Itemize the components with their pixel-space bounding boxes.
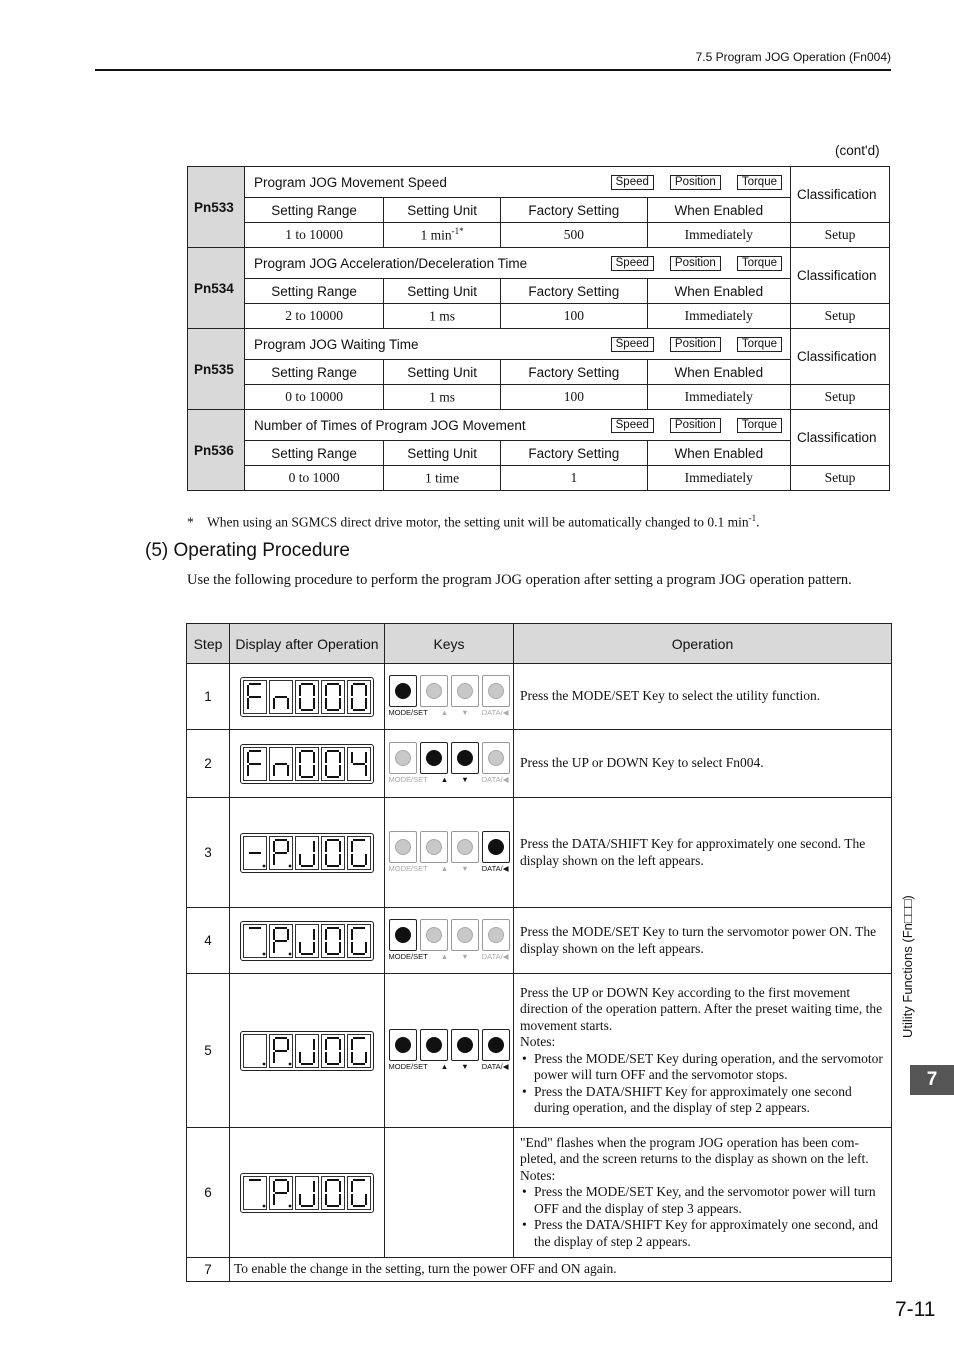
key-data-icon xyxy=(488,1037,504,1053)
notes-list xyxy=(520,1184,885,1250)
key-up xyxy=(420,1029,448,1061)
step-number: 1 xyxy=(187,664,230,730)
procedure-table xyxy=(186,623,892,1282)
param-title: Program JOG Movement Speed xyxy=(254,174,447,190)
tag-position: Position xyxy=(670,175,721,190)
key-down xyxy=(451,742,479,774)
step-number: 5 xyxy=(187,974,230,1128)
panel-keys xyxy=(389,1029,510,1071)
val-factory: 100 xyxy=(501,385,648,410)
hdr-enabled: When Enabled xyxy=(647,198,790,223)
hdr-range: Setting Range xyxy=(245,360,384,385)
seven-seg-display xyxy=(240,833,374,873)
key-data-icon xyxy=(488,927,504,943)
hdr-unit: Setting Unit xyxy=(384,198,501,223)
key-mode xyxy=(389,675,417,707)
section-intro: Use the following procedure to perform the program JOG operation after setting a program JOG operation pattern. xyxy=(187,572,852,588)
step-operation xyxy=(514,730,892,798)
key-down xyxy=(451,919,479,951)
footnote-mark: * xyxy=(187,514,194,530)
val-range: 2 to 10000 xyxy=(245,304,384,329)
step-display xyxy=(230,1128,385,1258)
seg-digit xyxy=(295,1176,319,1210)
step-number: 6 xyxy=(187,1128,230,1258)
unit-sup: -1* xyxy=(451,226,464,237)
key-data-label: DATA/◀ xyxy=(481,951,509,961)
notes-label: Notes: xyxy=(520,1167,556,1183)
step-operation xyxy=(514,798,892,908)
step-keys xyxy=(385,798,514,908)
key-mode xyxy=(389,1029,417,1061)
hdr-enabled: When Enabled xyxy=(647,279,790,304)
key-mode-icon xyxy=(395,927,411,943)
val-cls: Setup xyxy=(791,304,890,329)
param-title-cell xyxy=(245,410,791,441)
val-unit xyxy=(384,304,501,329)
seg-digit xyxy=(269,924,293,958)
step-operation: To enable the change in the setting, turn the power OFF and ON again. xyxy=(230,1258,892,1282)
page-number: 7-11 xyxy=(895,1298,936,1321)
side-label-text: Utility Functions (Fn□□□) xyxy=(900,895,915,1038)
param-cls-header: Classification xyxy=(791,248,890,304)
step-display xyxy=(230,664,385,730)
key-up-label: ▲ xyxy=(440,774,449,784)
key-down-label: ▼ xyxy=(461,774,469,784)
note-item: • Press the DATA/SHIFT Key for approximately one second during operation, and the display of step 2 appears. xyxy=(534,1084,885,1117)
key-up-label: ▲ xyxy=(440,863,449,873)
key-mode xyxy=(389,831,417,863)
key-data-label: DATA/◀ xyxy=(481,1061,509,1071)
key-down-label: ▼ xyxy=(461,951,469,961)
key-up-icon xyxy=(426,683,442,699)
hdr-unit: Setting Unit xyxy=(384,360,501,385)
step-op-text: Press the UP or DOWN Key to select Fn004. xyxy=(520,755,764,771)
step-op-text: Press the MODE/SET Key to select the utility function. xyxy=(520,688,821,704)
hdr-enabled: When Enabled xyxy=(647,360,790,385)
hdr-range: Setting Range xyxy=(245,441,384,466)
key-up-icon xyxy=(426,839,442,855)
seg-digit xyxy=(347,747,371,781)
param-cls-header: Classification xyxy=(791,167,890,223)
val-range: 0 to 10000 xyxy=(245,385,384,410)
key-mode xyxy=(389,742,417,774)
step-op-text: "End" flashes when the program JOG operation has been com-pleted, and the screen returns to the display as shown on the left. xyxy=(520,1134,869,1167)
unit-text: 1 min xyxy=(420,227,452,243)
step-keys xyxy=(385,908,514,974)
key-data-label: DATA/◀ xyxy=(481,863,509,873)
step-operation xyxy=(514,974,892,1128)
seg-digit xyxy=(347,836,371,870)
key-up-icon xyxy=(426,927,442,943)
chapter-tab: 7 xyxy=(910,1065,954,1095)
col-keys: Keys xyxy=(385,624,514,664)
unit-text: 1 ms xyxy=(429,308,456,324)
notes-list xyxy=(520,1051,885,1117)
key-down-label: ▼ xyxy=(461,863,469,873)
seg-digit xyxy=(243,1176,267,1210)
step-operation xyxy=(514,908,892,974)
chapter-side-label xyxy=(900,870,926,1040)
key-mode-icon xyxy=(395,750,411,766)
val-enabled: Immediately xyxy=(647,304,790,329)
key-mode-label: MODE/SET xyxy=(388,707,428,717)
step-op-text: Press the UP or DOWN Key according to the first movement direction of the operation pattern. After the preset waiting time, the movement starts. xyxy=(520,984,883,1033)
notes-label: Notes: xyxy=(520,1034,556,1049)
seg-digit xyxy=(269,747,293,781)
footnote xyxy=(187,513,760,531)
step-number: 4 xyxy=(187,908,230,974)
step-operation xyxy=(514,664,892,730)
hdr-unit: Setting Unit xyxy=(384,279,501,304)
note-item: • Press the MODE/SET Key during operation, and the servomotor power will turn OFF and the servomotor stops. xyxy=(534,1051,885,1084)
seven-seg-display xyxy=(240,1173,374,1213)
seven-seg-display xyxy=(240,744,374,784)
val-factory: 100 xyxy=(501,304,648,329)
seg-digit xyxy=(321,1034,345,1068)
hdr-unit: Setting Unit xyxy=(384,441,501,466)
key-up xyxy=(420,919,448,951)
seven-seg-display xyxy=(240,677,374,717)
tag-speed: Speed xyxy=(611,418,654,433)
val-cls: Setup xyxy=(791,223,890,248)
param-title: Program JOG Waiting Time xyxy=(254,336,419,352)
seg-digit xyxy=(321,1176,345,1210)
seg-digit xyxy=(321,924,345,958)
step-display xyxy=(230,730,385,798)
param-mode-tags xyxy=(611,175,782,190)
key-down xyxy=(451,675,479,707)
unit-text: 1 ms xyxy=(429,389,456,405)
hdr-factory: Factory Setting xyxy=(501,198,648,223)
key-up-icon xyxy=(426,750,442,766)
panel-keys xyxy=(389,675,510,717)
seg-digit xyxy=(269,680,293,714)
key-data xyxy=(482,919,510,951)
key-down-icon xyxy=(457,1037,473,1053)
val-cls: Setup xyxy=(791,466,890,491)
key-mode-label: MODE/SET xyxy=(388,951,428,961)
step-display xyxy=(230,908,385,974)
key-data xyxy=(482,742,510,774)
hdr-range: Setting Range xyxy=(245,279,384,304)
col-display: Display after Operation xyxy=(230,624,385,664)
hdr-factory: Factory Setting xyxy=(501,279,648,304)
seg-digit xyxy=(295,747,319,781)
key-mode xyxy=(389,919,417,951)
key-data-icon xyxy=(488,750,504,766)
param-title-cell xyxy=(245,329,791,360)
val-factory: 500 xyxy=(501,223,648,248)
key-mode-icon xyxy=(395,839,411,855)
parameter-table xyxy=(187,166,890,491)
unit-text: 1 time xyxy=(425,470,460,486)
tag-torque: Torque xyxy=(737,175,782,190)
seg-digit xyxy=(347,1034,371,1068)
key-up xyxy=(420,742,448,774)
param-title: Program JOG Acceleration/Deceleration Time xyxy=(254,255,528,271)
step-op-text: Press the DATA/SHIFT Key for approximately one second. The display shown on the left appears. xyxy=(520,836,866,868)
param-number: Pn535 xyxy=(188,329,245,410)
seven-seg-display xyxy=(240,1031,374,1071)
tag-position: Position xyxy=(670,256,721,271)
key-up-icon xyxy=(426,1037,442,1053)
seg-digit xyxy=(295,1034,319,1068)
key-data-label: DATA/◀ xyxy=(481,774,509,784)
panel-keys xyxy=(389,919,510,961)
param-title: Number of Times of Program JOG Movement xyxy=(254,417,526,433)
seg-digit xyxy=(243,747,267,781)
hdr-factory: Factory Setting xyxy=(501,360,648,385)
col-operation: Operation xyxy=(514,624,892,664)
panel-keys xyxy=(389,831,510,873)
header-rule xyxy=(95,69,891,71)
param-mode-tags xyxy=(611,418,782,433)
key-mode-label: MODE/SET xyxy=(388,774,428,784)
key-up-label: ▲ xyxy=(440,707,449,717)
col-step: Step xyxy=(187,624,230,664)
footnote-text: When using an SGMCS direct drive motor, the setting unit will be automatically changed to 0.1 min xyxy=(207,514,749,530)
tag-speed: Speed xyxy=(611,175,654,190)
param-number: Pn534 xyxy=(188,248,245,329)
step-operation xyxy=(514,1128,892,1258)
key-data-icon xyxy=(488,839,504,855)
seg-digit xyxy=(295,680,319,714)
panel-keys xyxy=(389,742,510,784)
key-up xyxy=(420,675,448,707)
seg-digit xyxy=(269,1034,293,1068)
val-range: 1 to 10000 xyxy=(245,223,384,248)
key-down-icon xyxy=(457,683,473,699)
seg-digit xyxy=(243,680,267,714)
seg-digit xyxy=(269,1176,293,1210)
section-title: (5) Operating Procedure xyxy=(145,540,350,561)
key-data-icon xyxy=(488,683,504,699)
val-factory: 1 xyxy=(501,466,648,491)
step-op-text: Press the MODE/SET Key to turn the servomotor power ON. The display shown on the left appears. xyxy=(520,924,877,956)
val-enabled: Immediately xyxy=(647,385,790,410)
step-number: 7 xyxy=(187,1258,230,1282)
seg-digit xyxy=(269,836,293,870)
key-down-label: ▼ xyxy=(461,707,469,717)
key-mode-icon xyxy=(395,683,411,699)
param-number: Pn536 xyxy=(188,410,245,491)
note-item: • Press the MODE/SET Key, and the servomotor power will turn OFF and the display of step 3 appears. xyxy=(534,1184,885,1217)
step-display xyxy=(230,974,385,1128)
key-data-label: DATA/◀ xyxy=(481,707,509,717)
key-up-label: ▲ xyxy=(440,1061,449,1071)
seg-digit xyxy=(321,836,345,870)
seg-digit xyxy=(347,680,371,714)
seg-digit xyxy=(243,1034,267,1068)
param-mode-tags xyxy=(611,337,782,352)
footnote-sup: -1 xyxy=(748,513,757,523)
key-mode-label: MODE/SET xyxy=(388,1061,428,1071)
seg-digit xyxy=(243,924,267,958)
param-title-cell xyxy=(245,248,791,279)
step-keys xyxy=(385,730,514,798)
param-cls-header: Classification xyxy=(791,410,890,466)
tag-speed: Speed xyxy=(611,256,654,271)
seg-digit xyxy=(347,1176,371,1210)
step-keys xyxy=(385,664,514,730)
key-data xyxy=(482,831,510,863)
seven-seg-display xyxy=(240,921,374,961)
key-down-icon xyxy=(457,839,473,855)
tag-position: Position xyxy=(670,337,721,352)
key-up-label: ▲ xyxy=(440,951,449,961)
running-header: 7.5 Program JOG Operation (Fn004) xyxy=(695,50,891,64)
key-down xyxy=(451,831,479,863)
key-down xyxy=(451,1029,479,1061)
seg-digit xyxy=(295,836,319,870)
tag-torque: Torque xyxy=(737,256,782,271)
seg-digit xyxy=(321,747,345,781)
val-enabled: Immediately xyxy=(647,466,790,491)
param-cls-header: Classification xyxy=(791,329,890,385)
key-down-icon xyxy=(457,927,473,943)
val-cls: Setup xyxy=(791,385,890,410)
seg-digit xyxy=(243,836,267,870)
hdr-enabled: When Enabled xyxy=(647,441,790,466)
step-keys xyxy=(385,974,514,1128)
hdr-range: Setting Range xyxy=(245,198,384,223)
key-down-label: ▼ xyxy=(461,1061,469,1071)
key-mode-icon xyxy=(395,1037,411,1053)
tag-position: Position xyxy=(670,418,721,433)
seg-digit xyxy=(347,924,371,958)
step-number: 2 xyxy=(187,730,230,798)
val-unit xyxy=(384,385,501,410)
key-data xyxy=(482,1029,510,1061)
step-number: 3 xyxy=(187,798,230,908)
tag-speed: Speed xyxy=(611,337,654,352)
val-enabled: Immediately xyxy=(647,223,790,248)
key-data xyxy=(482,675,510,707)
step-keys xyxy=(385,1128,514,1258)
seg-digit xyxy=(295,924,319,958)
key-down-icon xyxy=(457,750,473,766)
val-unit xyxy=(384,223,501,248)
tag-torque: Torque xyxy=(737,418,782,433)
key-up xyxy=(420,831,448,863)
hdr-factory: Factory Setting xyxy=(501,441,648,466)
val-unit xyxy=(384,466,501,491)
param-title-cell xyxy=(245,167,791,198)
key-mode-label: MODE/SET xyxy=(388,863,428,873)
val-range: 0 to 1000 xyxy=(245,466,384,491)
param-mode-tags xyxy=(611,256,782,271)
param-number: Pn533 xyxy=(188,167,245,248)
step-display xyxy=(230,798,385,908)
footnote-end: . xyxy=(756,514,760,530)
note-item: • Press the DATA/SHIFT Key for approximately one second, and the display of step 2 appears. xyxy=(534,1217,885,1250)
seg-digit xyxy=(321,680,345,714)
tag-torque: Torque xyxy=(737,337,782,352)
contd-label: (cont'd) xyxy=(835,143,880,158)
